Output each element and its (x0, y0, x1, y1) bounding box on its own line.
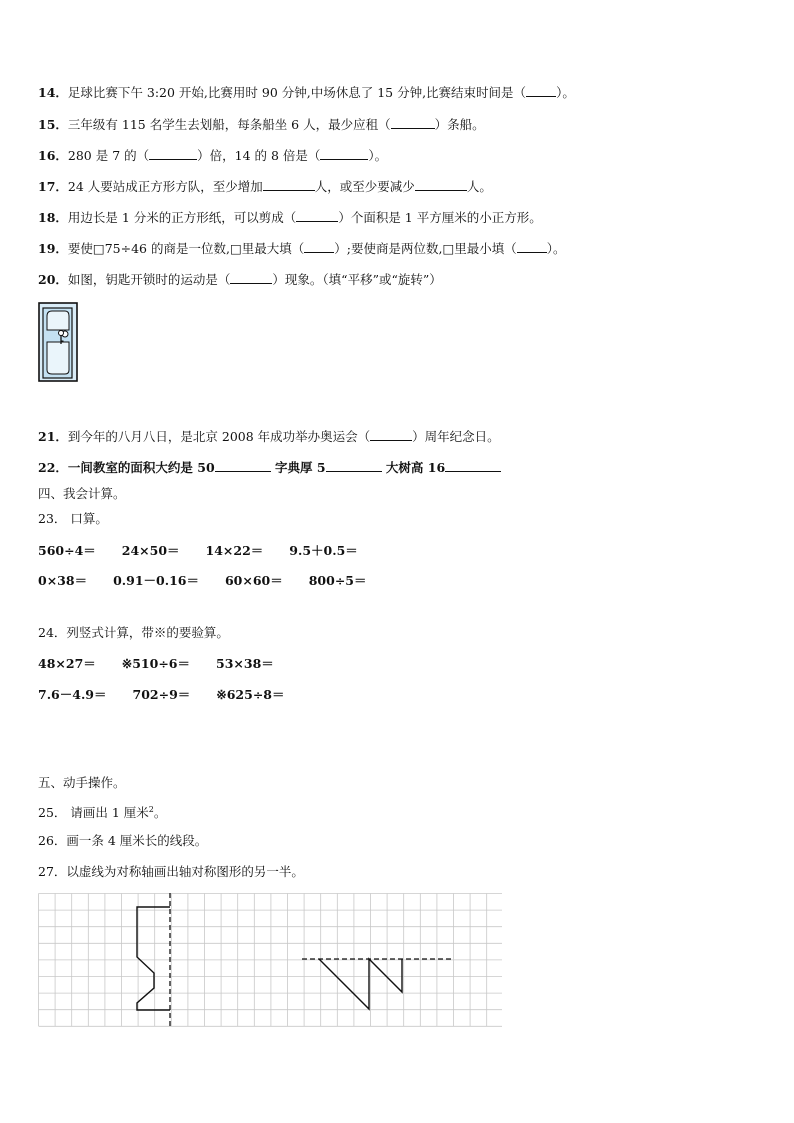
q23-item: 800÷5＝ (308, 573, 367, 588)
q19-end: ）。 (546, 241, 566, 256)
question-14 (38, 84, 575, 101)
q19-number: 19． (38, 241, 68, 256)
q25-end: 。 (153, 805, 167, 821)
q14-end: ）。 (556, 85, 575, 100)
q19-text-a: 要使□75÷46 的商是一位数,□里最大填（ (67, 241, 305, 256)
q22-text-a: 一间教室的面积大约是 50 (67, 460, 215, 475)
q25-text: 25． 请画出 1 厘米 (38, 805, 149, 821)
q22-blank-1[interactable] (215, 459, 271, 472)
q24-item: 7.6－4.9＝ (38, 687, 107, 702)
q14-text: 足球比赛下午 3:20 开始,比赛用时 90 分钟,中场休息了 15 分钟,比赛结束时间是（ (67, 85, 527, 100)
q18-end: ）个面积是 1 平方厘米的小正方形。 (338, 210, 542, 225)
q16-blank-2[interactable] (320, 147, 368, 160)
symmetry-grid[interactable] (38, 893, 503, 1027)
question-27: 27．以虚线为对称轴画出轴对称图形的另一半。 (38, 864, 304, 879)
q24-item: 53×38＝ (216, 656, 274, 671)
question-18 (38, 209, 542, 226)
door-with-key-image (38, 302, 78, 382)
q23-item: 14×22＝ (205, 543, 264, 558)
question-19 (38, 240, 566, 257)
q23-title: 23． 口算。 (38, 511, 108, 526)
q22-text-b: 字典厚 5 (270, 460, 326, 475)
q16-text-a: 280 是 7 的（ (67, 148, 150, 163)
question-25 (38, 802, 166, 821)
q24-item: 702÷9＝ (132, 687, 191, 702)
q23-item: 9.5＋0.5＝ (289, 543, 358, 558)
q17-number: 17． (38, 179, 68, 194)
q17-end: 人。 (466, 179, 492, 194)
section-5-heading: 五、动手操作。 (38, 775, 126, 790)
q17-blank-1[interactable] (263, 178, 315, 191)
q22-number: 22． (38, 460, 68, 475)
q24-item: ※625÷8＝ (216, 687, 285, 702)
q14-blank[interactable] (526, 84, 556, 97)
q17-text-a: 24 人要站成正方形方队，至少增加 (67, 179, 263, 194)
q21-text-a: 到今年的八月八日，是北京 2008 年成功举办奥运会（ (67, 429, 371, 444)
q16-blank-1[interactable] (149, 147, 197, 160)
q24-item: 48×27＝ (38, 656, 96, 671)
q17-text-b: 人，或至少要减少 (314, 179, 415, 194)
q23-item: 0.91－0.16＝ (113, 573, 199, 588)
q15-text: 三年级有 115 名学生去划船，每条船坐 6 人，最少应租（ (67, 117, 391, 132)
question-20 (38, 271, 442, 288)
question-17 (38, 178, 492, 195)
q16-end: ）。 (368, 148, 388, 163)
q15-number: 15． (38, 117, 68, 132)
q19-blank-2[interactable] (517, 240, 547, 253)
q17-blank-2[interactable] (415, 178, 467, 191)
q22-blank-3[interactable] (445, 459, 501, 472)
q20-number: 20． (38, 272, 68, 287)
question-22 (38, 459, 501, 476)
section-4-heading: 四、我会计算。 (38, 486, 126, 501)
q24-row-2 (38, 687, 311, 703)
q18-number: 18． (38, 210, 68, 225)
q23-item: 560÷4＝ (38, 543, 96, 558)
q16-text-b: ）倍，14 的 8 倍是（ (197, 148, 321, 163)
q20-blank[interactable] (230, 271, 272, 284)
q19-text-b: ）;要使商是两位数,□里最小填（ (334, 241, 517, 256)
q24-row-1 (38, 656, 300, 672)
q23-item: 0×38＝ (38, 573, 88, 588)
q21-end: ）周年纪念日。 (412, 429, 500, 444)
left-half-shape (137, 907, 170, 1010)
q22-text-c: 大树高 16 (381, 460, 446, 475)
q16-number: 16． (38, 148, 68, 163)
q22-blank-2[interactable] (326, 459, 382, 472)
q20-text-a: 如图，钥匙开锁时的运动是（ (67, 272, 231, 287)
q19-blank-1[interactable] (304, 240, 334, 253)
q21-number: 21． (38, 429, 68, 444)
question-15 (38, 116, 485, 133)
q21-blank[interactable] (370, 428, 412, 441)
q23-row-1 (38, 543, 384, 559)
question-26: 26．画一条 4 厘米长的线段。 (38, 833, 208, 848)
right-half-shape (319, 959, 402, 1009)
question-21 (38, 428, 500, 445)
q23-item: 60×60＝ (224, 573, 283, 588)
q23-row-2 (38, 573, 393, 589)
q23-item: 24×50＝ (121, 543, 180, 558)
q15-end: ）条船。 (434, 117, 485, 132)
q18-text-a: 用边长是 1 分米的正方形纸，可以剪成（ (67, 210, 297, 225)
q18-blank[interactable] (296, 209, 338, 222)
q25-superscript: 2 (148, 805, 154, 814)
q20-end: ）现象。（填“平移”或“旋转”） (272, 272, 442, 287)
q24-title: 24．列竖式计算，带※的要验算。 (38, 625, 229, 640)
question-16 (38, 147, 387, 164)
q14-number: 14． (38, 85, 68, 100)
q15-blank[interactable] (391, 116, 435, 129)
q24-item: ※510÷6＝ (121, 656, 191, 671)
grid-lines (39, 894, 503, 1027)
